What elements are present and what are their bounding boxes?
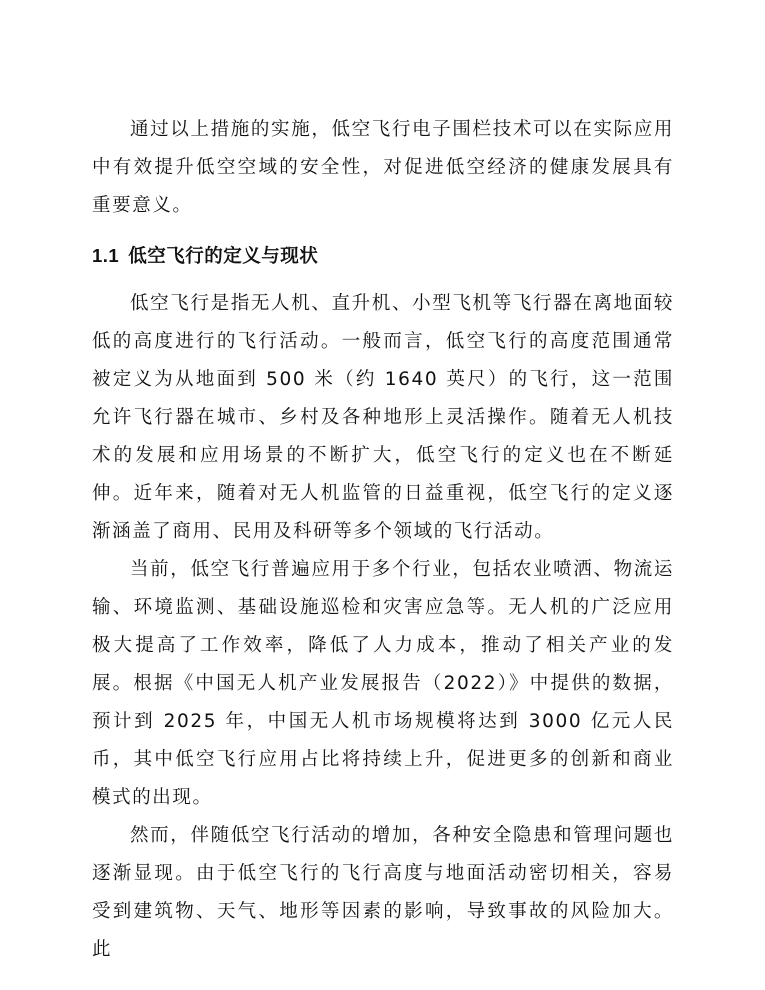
section-title: 低空飞行的定义与现状	[128, 245, 319, 266]
body-paragraph-definition: 低空飞行是指无人机、直升机、小型飞机等飞行器在离地面较低的高度进行的飞行活动。一般而言，低空飞行的高度范围通常被定义为从地面到 500 米（约 1640 英尺）的飞行，这一范围允许飞行器在城市、乡村及各种地形上灵活操作。随着无人机技术的发展和应用场景的不断扩大，低空飞行的定义也在不断延伸。近年来，随着对无人机监管的日益重视，低空飞行的定义逐渐涵盖了商用、民用及科研等多个领域的飞行活动。	[92, 293, 674, 542]
section-heading	[92, 237, 674, 275]
intro-paragraph: 通过以上措施的实施，低空飞行电子围栏技术可以在实际应用中有效提升低空空域的安全性，对促进低空经济的健康发展具有重要意义。	[92, 119, 674, 216]
section-number: 1.1	[92, 245, 120, 266]
body-paragraph-current-status: 当前，低空飞行普遍应用于多个行业，包括农业喷洒、物流运输、环境监测、基础设施巡检和灾害应急等。无人机的广泛应用极大提高了工作效率，降低了人力成本，推动了相关产业的发展。根据《中国无人机产业发展报告（2022）》中提供的数据，预计到 2025 年，中国无人机市场规模将达到 3000 亿元人民币，其中低空飞行应用占比将持续上升，促进更多的创新和商业模式的出现。	[92, 559, 674, 808]
document-body	[92, 111, 674, 969]
body-paragraph-risks: 然而，伴随低空飞行活动的增加，各种安全隐患和管理问题也逐渐显现。由于低空飞行的飞行高度与地面活动密切相关，容易受到建筑物、天气、地形等因素的影响，导致事故的风险加大。此	[92, 825, 674, 960]
